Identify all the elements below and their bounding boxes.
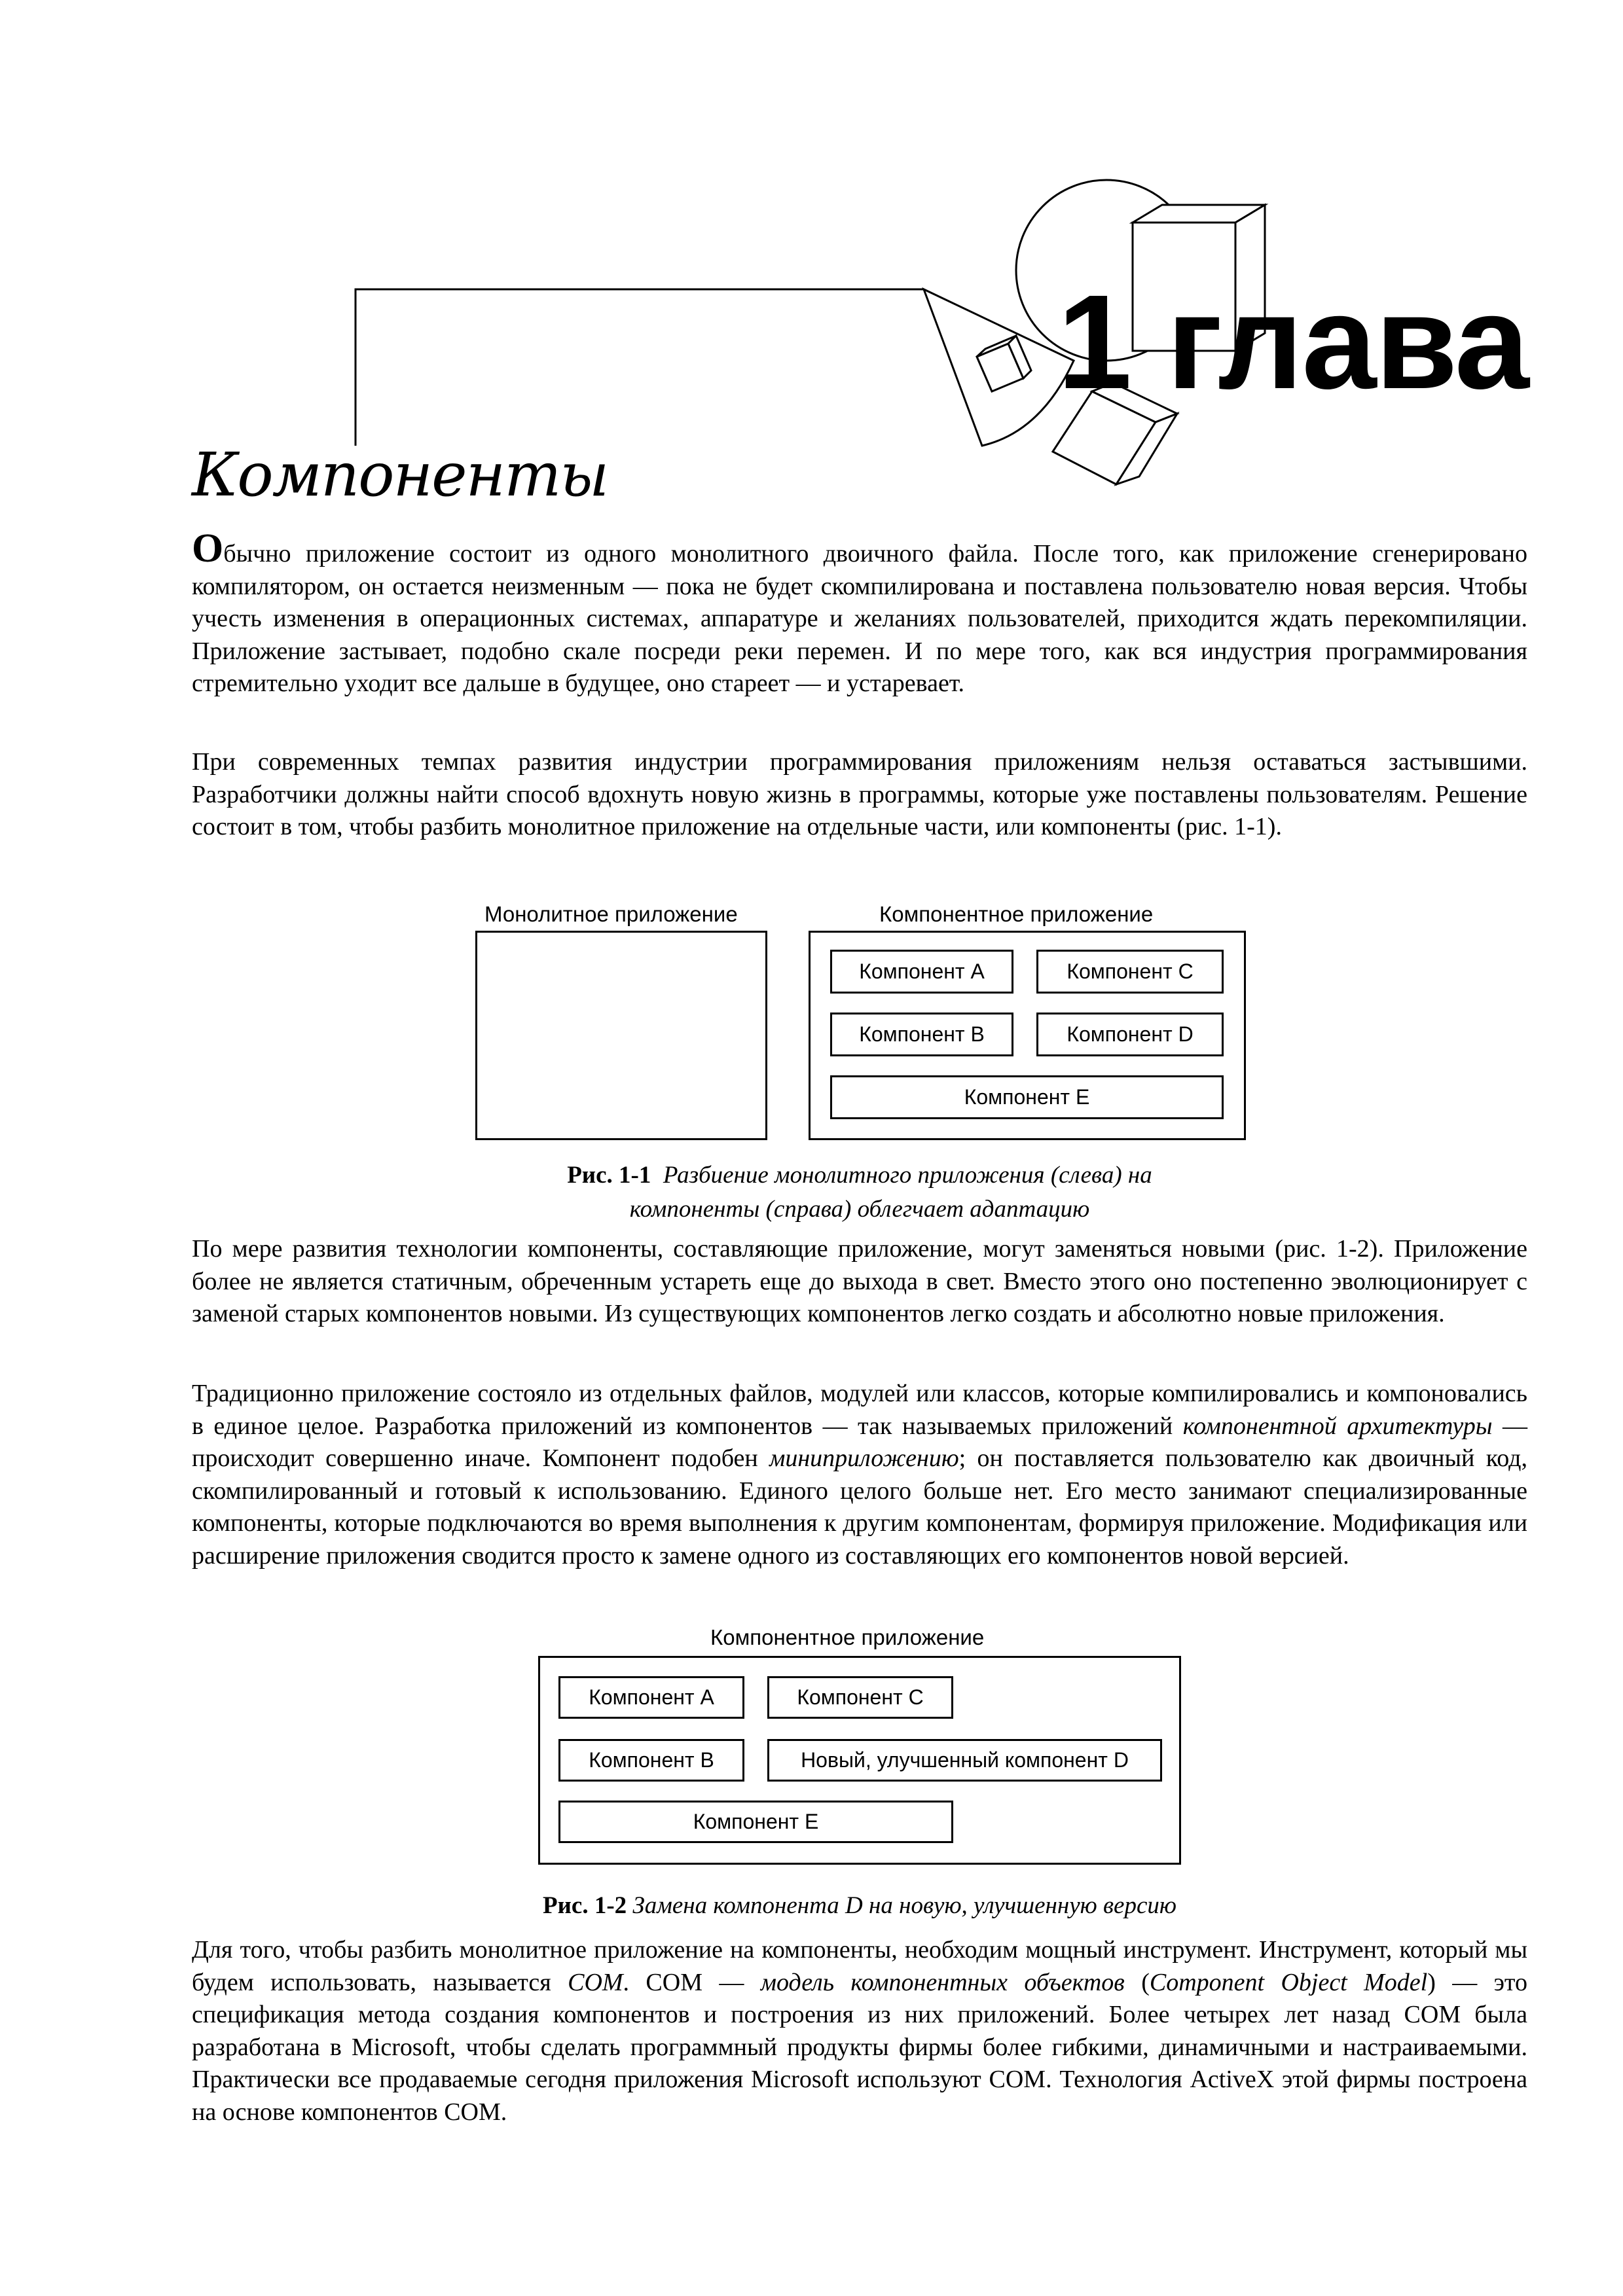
chapter-frame-line	[356, 289, 924, 446]
component-a: Компонент A	[830, 950, 1013, 994]
component-a: Компонент A	[558, 1676, 744, 1719]
figure-1-number: Рис. 1-1	[567, 1162, 651, 1189]
figure-2-number: Рис. 1-2	[542, 1892, 627, 1919]
term-mini-application: миниприложению	[769, 1444, 959, 1472]
term-component-architecture: компонентной архитектуры	[1182, 1412, 1493, 1440]
component-c: Компонент C	[767, 1676, 953, 1719]
component-e: Компонент E	[830, 1075, 1224, 1119]
drop-cap: О	[192, 526, 224, 571]
term-component-object-model-ru: модель компонентных объектов	[760, 1968, 1125, 1996]
component-app-label-2: Компонентное приложение	[710, 1625, 985, 1649]
chapter-word: глава	[1166, 267, 1528, 417]
component-d-new: Новый, улучшенный компонент D	[767, 1739, 1162, 1782]
monolithic-app-box	[475, 931, 767, 1140]
component-e: Компонент E	[558, 1801, 953, 1843]
chapter-number: 1	[1057, 267, 1131, 417]
component-c: Компонент C	[1036, 950, 1224, 994]
chapter-title: Компоненты	[192, 440, 608, 510]
text-segment: — происходит совершенно иначе. Компонент подобен	[192, 1412, 1528, 1472]
paragraph-4	[192, 1378, 1527, 1572]
caption-line-1: Разбиение монолитного приложения (слева) на	[663, 1162, 1152, 1189]
paragraph-3: По мере развития технологии компоненты, составляющие приложение, могут заменяться новыми (рис. 1-2). Приложение более не является статичным, обреченным устареть еще до выхода в свет. Вместо этого оно постепенно эволюционирует с заменой старых компонентов новыми. Из существующих компонентов легко создать и абсолютно новые приложения.	[192, 1235, 1527, 1327]
term-component-object-model-en: Component Object Model	[1149, 1968, 1428, 1996]
figure-2-caption	[401, 1889, 1318, 1923]
component-d: Компонент D	[1036, 1013, 1224, 1056]
text-segment: Традиционно приложение состояло из отдельных файлов, модулей или классов, которые компилировались и компоновались в единое целое. Разработка приложений из компонентов — так называемых приложений	[192, 1380, 1527, 1440]
chapter-heading	[1057, 267, 1528, 417]
paragraph-5	[192, 1934, 1527, 2128]
caption-text: Замена компонента D на новую, улучшенную версию	[632, 1892, 1176, 1919]
text-segment: . COM —	[623, 1968, 761, 1996]
figure-1-caption	[467, 1158, 1252, 1227]
text-segment: ) — это спецификация метода создания компонентов и построения из них приложений. Более четырех лет назад COM была разработана в Microsoft, чтобы сделать программный продукты фирмы более гибкими, динамичными и настраиваемыми. Практически все продаваемые сегодня приложения Microsoft используют COM. Технология ActiveX этой фирмы построена на основе компонентов COM.	[192, 1968, 1528, 2126]
paragraph-2: При современных темпах развития индустрии программирования приложениям нельзя оставаться застывшими. Разработчики должны найти способ вдохнуть новую жизнь в программы, которые уже поставлены пользователям. Решение состоит в том, чтобы разбить монолитное приложение на отдельные части, или компоненты (рис. 1-1).	[192, 748, 1527, 840]
caption-line-2: компоненты (справа) облегчает адаптацию	[629, 1196, 1090, 1223]
text-segment: ; он поставляется пользователю как двоичный код, скомпилированный и готовый к использованию. Единого целого больше нет. Его место занимают специализированные компоненты, которые подключаются во время выполнения к другим компонентам, формируя приложение. Модификация или расширение приложения сводится просто к замене одного из составляющих его компонентов новой версией.	[192, 1444, 1527, 1570]
paragraph-1	[192, 526, 1527, 700]
term-com: COM	[568, 1968, 623, 1996]
component-b: Компонент B	[558, 1739, 744, 1782]
text-segment: Для того, чтобы разбить монолитное приложение на компоненты, необходим мощный инструмент. Инструмент, который мы будем использовать, называется	[192, 1936, 1527, 1996]
component-app-label: Компонентное приложение	[879, 902, 1154, 926]
paragraph-text: бычно приложение состоит из одного монолитного двоичного файла. После того, как приложение сгенерировано компилятором, он остается неизменным — пока не будет скомпилирована и поставлена пользователю новая версия. Чтобы учесть изменения в операционных системах, аппаратуре и желаниях пользователей, приходится ждать перекомпиляции. Приложение застывает, подобно скале посреди реки перемен. И по мере того, как вся индустрия программирования стремительно уходит все дальше в будущее, оно стареет — и устаревает.	[192, 540, 1527, 697]
component-b: Компонент B	[830, 1013, 1013, 1056]
monolithic-app-label: Монолитное приложение	[484, 902, 738, 926]
text-segment: (	[1124, 1968, 1150, 1996]
